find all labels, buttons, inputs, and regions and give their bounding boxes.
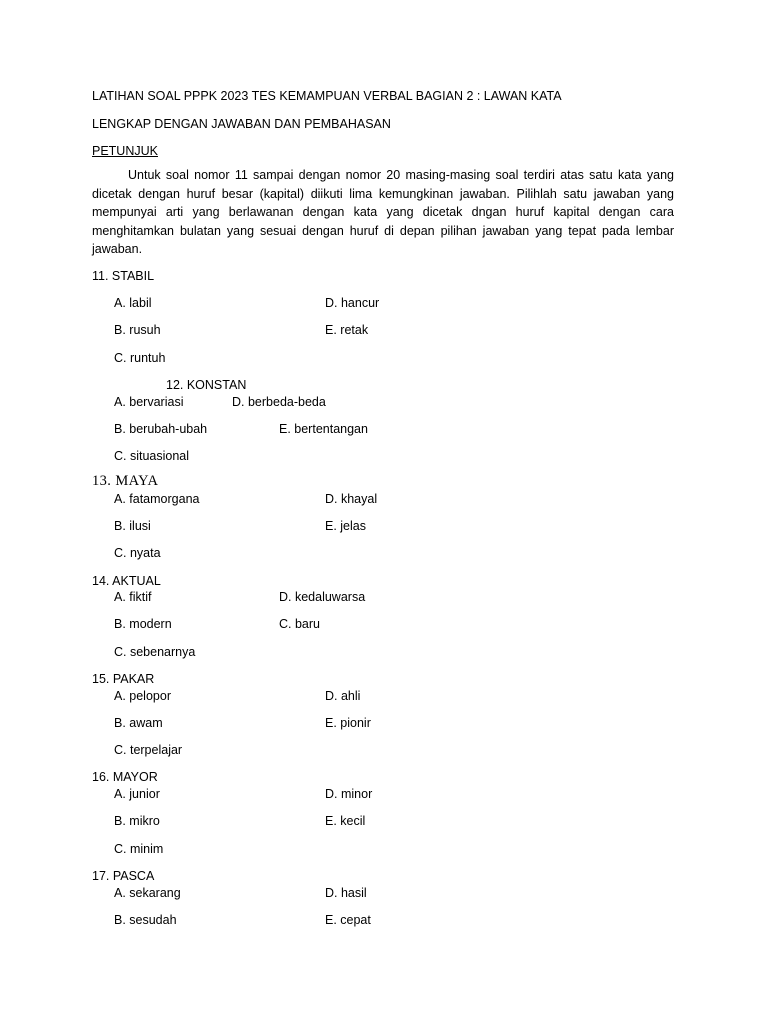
section-heading-petunjuk: PETUNJUK <box>92 144 158 158</box>
question-17-option-e: E. cepat <box>325 913 371 927</box>
question-14-option-d: D. kedaluwarsa <box>279 590 366 604</box>
question-15-option-e: E. pionir <box>325 716 371 730</box>
question-17-title: 17. PASCA <box>92 869 155 883</box>
question-11-option-d: D. hancur <box>325 296 380 310</box>
question-16-option-b: B. mikro <box>114 814 160 828</box>
question-16-option-c: C. minim <box>114 842 164 856</box>
question-14-option-a: A. fiktif <box>114 590 152 604</box>
question-17-option-d: D. hasil <box>325 886 367 900</box>
question-13-option-b: B. ilusi <box>114 519 151 533</box>
question-13-option-e: E. jelas <box>325 519 366 533</box>
question-11-option-e: E. retak <box>325 323 369 337</box>
question-11-title: 11. STABIL <box>92 269 155 283</box>
question-13-option-d: D. khayal <box>325 492 378 506</box>
question-12-option-b: B. berubah-ubah <box>114 422 208 436</box>
question-17-option-b: B. sesudah <box>114 913 177 927</box>
question-15-option-d: D. ahli <box>325 689 361 703</box>
question-15-option-b: B. awam <box>114 716 163 730</box>
question-13-title: 13. MAYA <box>92 473 159 489</box>
question-13-option-c: C. nyata <box>114 546 161 560</box>
question-16-option-a: A. junior <box>114 787 160 801</box>
question-11-option-a: A. labil <box>114 296 152 310</box>
question-12-title: 12. KONSTAN <box>166 378 247 392</box>
question-14-option-c: C. sebenarnya <box>114 645 196 659</box>
instructions-paragraph: Untuk soal nomor 11 sampai dengan nomor 20 masing-masing soal terdiri atas satu kata yang dicetak dengan huruf besar (kapital) diikuti lima kemungkinan jawaban. Pilihlah satu jawaban yang mempunyai arti yang berlawanan dengan kata yang dicetak dngan huruf kapital dengan cara menghitamkan bulatan yang sesuai dengan huruf di depan pilihan jawaban yang tepat pada lembar jawaban. <box>92 168 674 256</box>
question-15-title: 15. PAKAR <box>92 672 155 686</box>
question-12-option-e: E. bertentangan <box>279 422 368 436</box>
question-12-option-c: C. situasional <box>114 449 190 463</box>
question-15-option-a: A. pelopor <box>114 689 171 703</box>
question-15-option-c: C. terpelajar <box>114 743 183 757</box>
question-11-option-c: C. runtuh <box>114 351 166 365</box>
question-17-option-a: A. sekarang <box>114 886 181 900</box>
question-12-option-a: A. bervariasi <box>114 395 184 409</box>
question-16-title: 16. MAYOR <box>92 770 158 784</box>
question-12-option-d: D. berbeda-beda <box>232 395 326 409</box>
question-14-option-b: B. modern <box>114 617 172 631</box>
question-16-option-e: E. kecil <box>325 814 366 828</box>
question-16-option-d: D. minor <box>325 787 373 801</box>
document-subtitle: LENGKAP DENGAN JAWABAN DAN PEMBAHASAN <box>92 117 391 131</box>
question-13-option-a: A. fatamorgana <box>114 492 200 506</box>
question-14-option-c-right: C. baru <box>279 617 320 631</box>
document-title: LATIHAN SOAL PPPK 2023 TES KEMAMPUAN VERBAL BAGIAN 2 : LAWAN KATA <box>92 89 562 103</box>
question-14-title: 14. AKTUAL <box>92 574 161 588</box>
question-11-option-b: B. rusuh <box>114 323 161 337</box>
